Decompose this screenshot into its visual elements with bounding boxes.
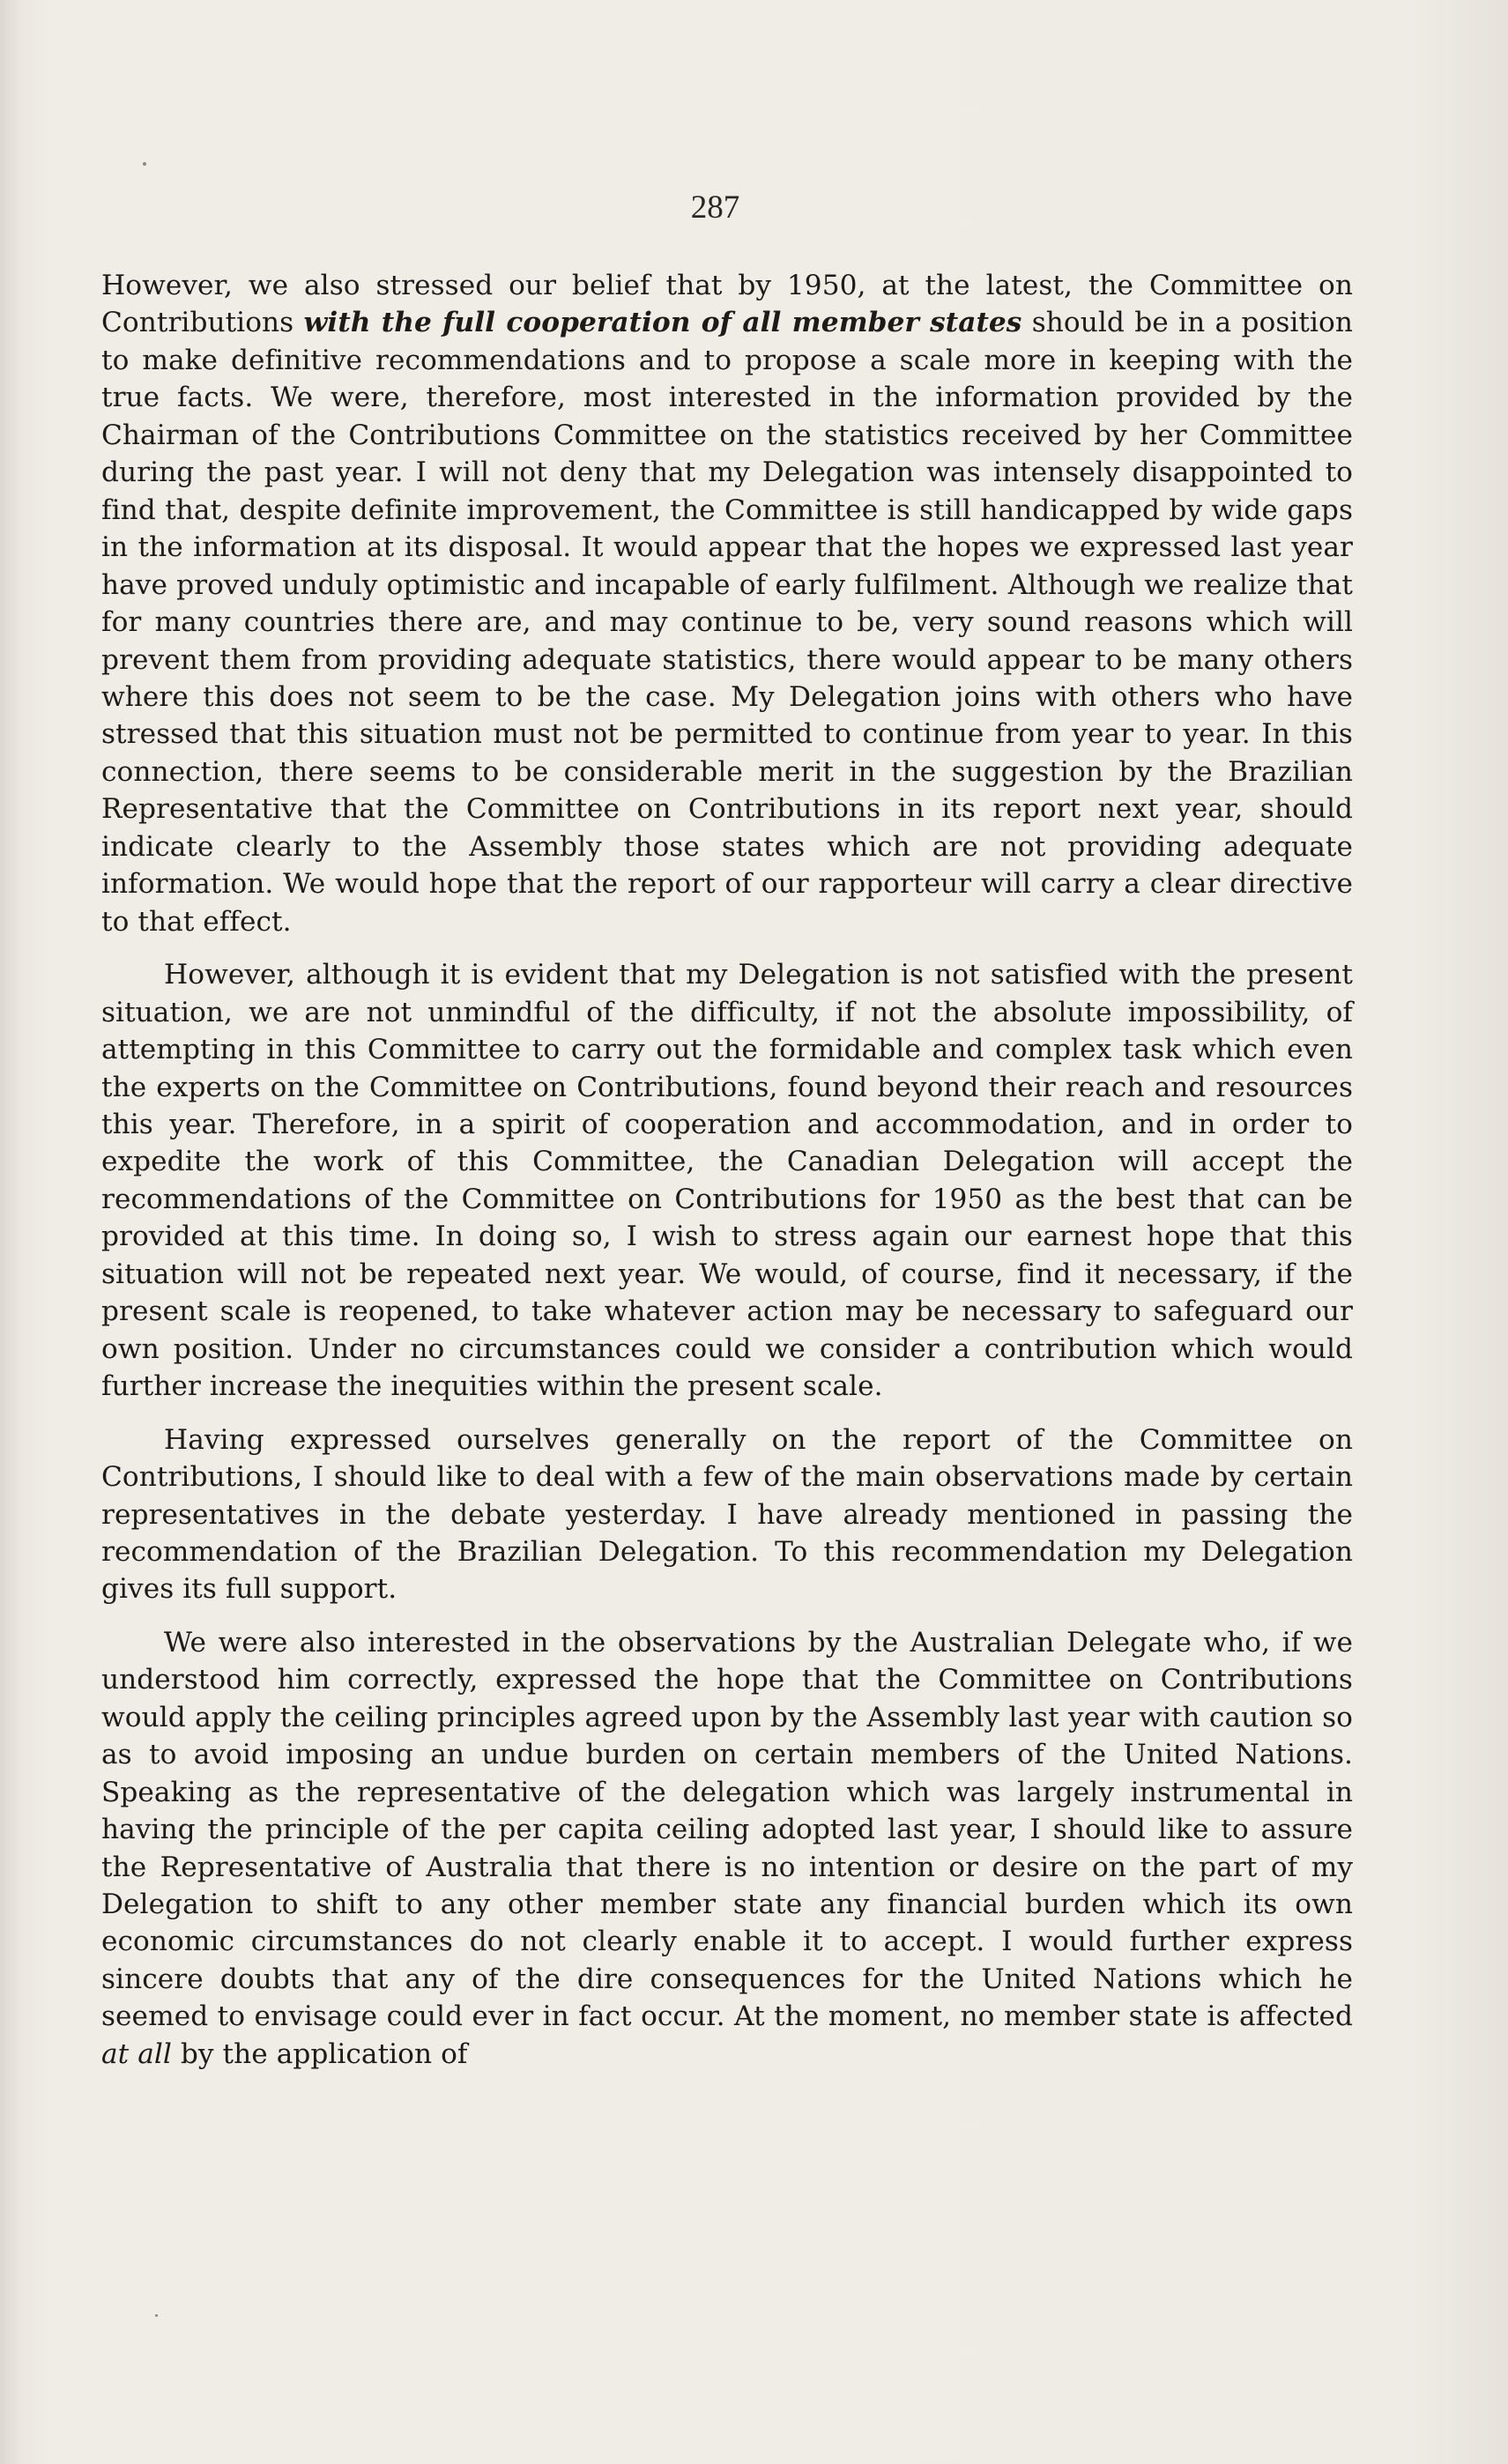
page-number: 287 <box>690 189 740 226</box>
paragraph-4-text-end: by the application of <box>171 2037 468 2070</box>
paragraph-1-emphasis: with the full cooperation of all member states <box>303 307 1022 339</box>
paper-speck <box>143 162 146 166</box>
paragraph-1-text-end: should be in a position to make definitive recommendations and to propose a scale more in keeping with the true facts. We were, therefore, most interested in the information provided by the Chairman of the Contributions Committee on the statistics received by her Committee during the past year. I will not deny that my Delegation was intensely disappointed to find that, despite definite improvement, the Committee is still handicapped by wide gaps in the information at its disposal. It would appear that the hopes we expressed last year have proved unduly optimistic and incapable of early fulfilment. Although we realize that for many countries there are, and may continue to be, very sound reasons which will prevent them from providing adequate statistics, there would appear to be many others where this does not seem to be the case. My Delegation joins with others who have stressed that this situation must not be permitted to continue from year to year. In this connection, there seems to be considerable merit in the suggestion by the Brazilian Representative that the Committee on Contributions in its report next year, should indicate clearly to the Assembly those states which are not providing adequate information. We would hope that the report of our rapporteur will carry a clear directive to that effect. <box>101 307 1353 938</box>
paper-speck <box>155 2314 158 2317</box>
paragraph-2: However, although it is evident that my Delegation is not satisfied with the present situation, we are not unmindful of the difficulty, if not the absolute impossibility, of attempting in this Committee to carry out the formidable and complex task which even the experts on the Committee on Contributions, found beyond their reach and resources this year. Therefore, in a spirit of cooperation and accommodation, and in order to expedite the work of this Committee, the Canadian Delegation will accept the recommendations of the Committee on Contributions for 1950 as the best that can be provided at this time. In doing so, I wish to stress again our earnest hope that this situation will not be repeated next year. We would, of course, find it necessary, if the present scale is reopened, to take whatever action may be necessary to safeguard our own position. Under no circumstances could we consider a contribution which would further increase the inequities within the present scale. <box>101 959 1353 1403</box>
paragraph-4-emphasis: at all <box>101 2037 172 2070</box>
paragraph-1 <box>101 267 1353 940</box>
paragraph-1-text-start: However, we also stressed our belief that by 1950, at the latest, the Committee on Contributions <box>101 270 1353 339</box>
paragraph-4-text-start: We were also interested in the observations by the Australian Delegate who, if we understood him correctly, expressed the hope that the Committee on Contributions would apply the ceiling principles agreed upon by the Assembly last year with caution so as to avoid imposing an undue burden on certain members of the United Nations. Speaking as the representative of the delegation which was largely instrumental in having the principle of the per capita ceiling adopted last year, I should like to assure the Representative of Australia that there is no intention or desire on the part of my Delegation to shift to any other member state any financial burden which its own economic circumstances do not clearly enable it to accept. I would further express sincere doubts that any of the dire consequences for the United Nations which he seemed to envisage could ever in fact occur. At the moment, no member state is affected <box>101 1626 1353 2033</box>
document-body <box>101 267 1353 2089</box>
paragraph-3: Having expressed ourselves generally on the report of the Committee on Contributions, I should like to deal with a few of the main observations made by certain representatives in the debate yesterday. I have already mentioned in passing the recommendation of the Brazilian Delegation. To this recommendation my Delegation gives its full support. <box>101 1423 1353 1606</box>
paragraph-4 <box>101 1624 1353 2073</box>
